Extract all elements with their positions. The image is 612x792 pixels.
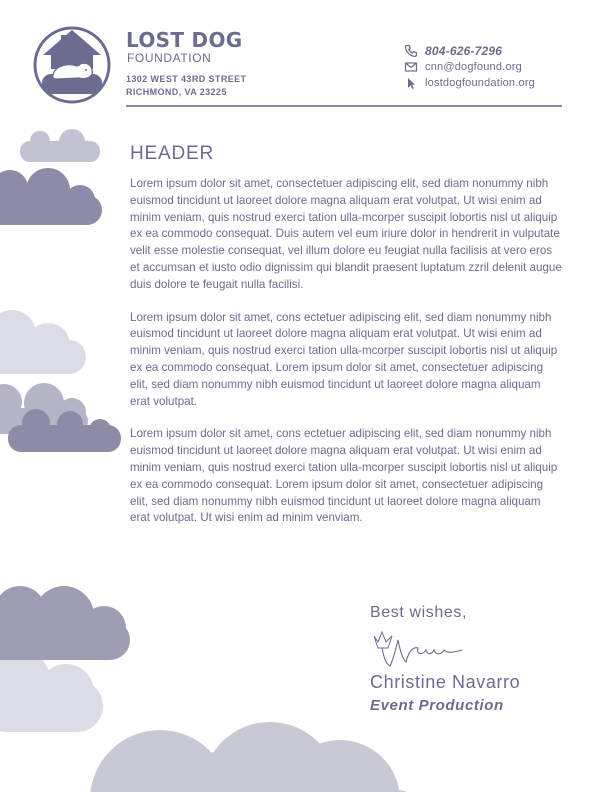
address-line: RICHMOND, VA 23225 (126, 87, 227, 97)
cloud-shape (0, 586, 130, 660)
handwritten-signature (370, 628, 470, 670)
website-url: lostdogfoundation.org (425, 77, 536, 89)
cloud-shape (86, 722, 418, 792)
address-block (126, 73, 246, 99)
envelope-icon (404, 60, 418, 74)
letter-body (130, 176, 562, 543)
contact-website (404, 75, 574, 91)
body-paragraph: Lorem ipsum dolor sit amet, cons ectetuer adipiscing elit, sed diam nonummy nibh euismod tincidunt ut laoreet dolore magna aliquam erat volutpat. Ut wisi enim ad minim veniam, quis nostrud exerci tation ulla-mcorper suscipit lobortis nisl ut aliquip ex ea commodo consequat. Lorem ipsum dolor sit amet, consectetuer adipiscing elit, sed diam nonummy nibh euismod tincidunt ut laoreet dolore magna aliquam erat volutpat. (130, 310, 558, 408)
cloud-shape (8, 409, 121, 452)
cloud-shape (20, 129, 100, 162)
closing-salutation: Best wishes, (370, 604, 468, 621)
body-paragraph: Lorem ipsum dolor sit amet, consectetuer adipiscing elit, sed diam nonummy nibh euismod tincidunt ut laoreet dolore magna aliquam erat volutpat. Ut wisi enim ad minim veniam, quis nostrud exerci tation ulla-mcorper suscipit lobortis nisl ut aliquip ex ea commodo consequat. Duis autem vel eum iriure dolor in hendrerit in vulputate velit esse molestie consequat, vel illum dolore eu feugiat nulla facilisis at vero eros et accumsan et iusto odio dignissim qui blandit praesent luptatum zzril delenit augue duis dolore te feugait nulla facilisi. (130, 177, 562, 291)
org-name: LOST DOG (126, 28, 243, 52)
contact-block (404, 43, 574, 91)
org-subtitle: FOUNDATION (127, 51, 212, 65)
cloud-shape (0, 310, 86, 374)
contact-email (404, 59, 574, 75)
header-divider (126, 105, 562, 107)
phone-number: 804-626-7296 (425, 44, 503, 58)
house-dog-cloud-icon (31, 25, 113, 105)
signer-name: Christine Navarro (370, 672, 521, 692)
email-address: cnn@dogfound.org (425, 61, 522, 73)
phone-icon (404, 44, 418, 58)
body-paragraph: Lorem ipsum dolor sit amet, cons ectetuer adipiscing elit, sed diam nonummy nibh euismod tincidunt ut laoreet dolore magna aliquam erat volutpat. Ut wisi enim ad minim veniam, quis nostrud exerci tation ulla-mcorper suscipit lobortis nisl ut aliquip ex ea commodo consequat. Lorem ipsum dolor sit amet, consectetuer adipiscing elit, sed diam nonummy nibh euismod tincidunt ut laoreet dolore magna aliquam erat volutpat. Ut wisi enim ad minim venviam. (130, 427, 558, 525)
cloud-shape (0, 650, 103, 732)
cursor-icon (404, 76, 418, 90)
cloud-shape (0, 168, 102, 225)
signer-title: Event Production (370, 697, 504, 714)
letter-header: HEADER (130, 143, 214, 164)
contact-phone (404, 43, 574, 59)
address-line: 1302 WEST 43RD STREET (126, 74, 247, 84)
